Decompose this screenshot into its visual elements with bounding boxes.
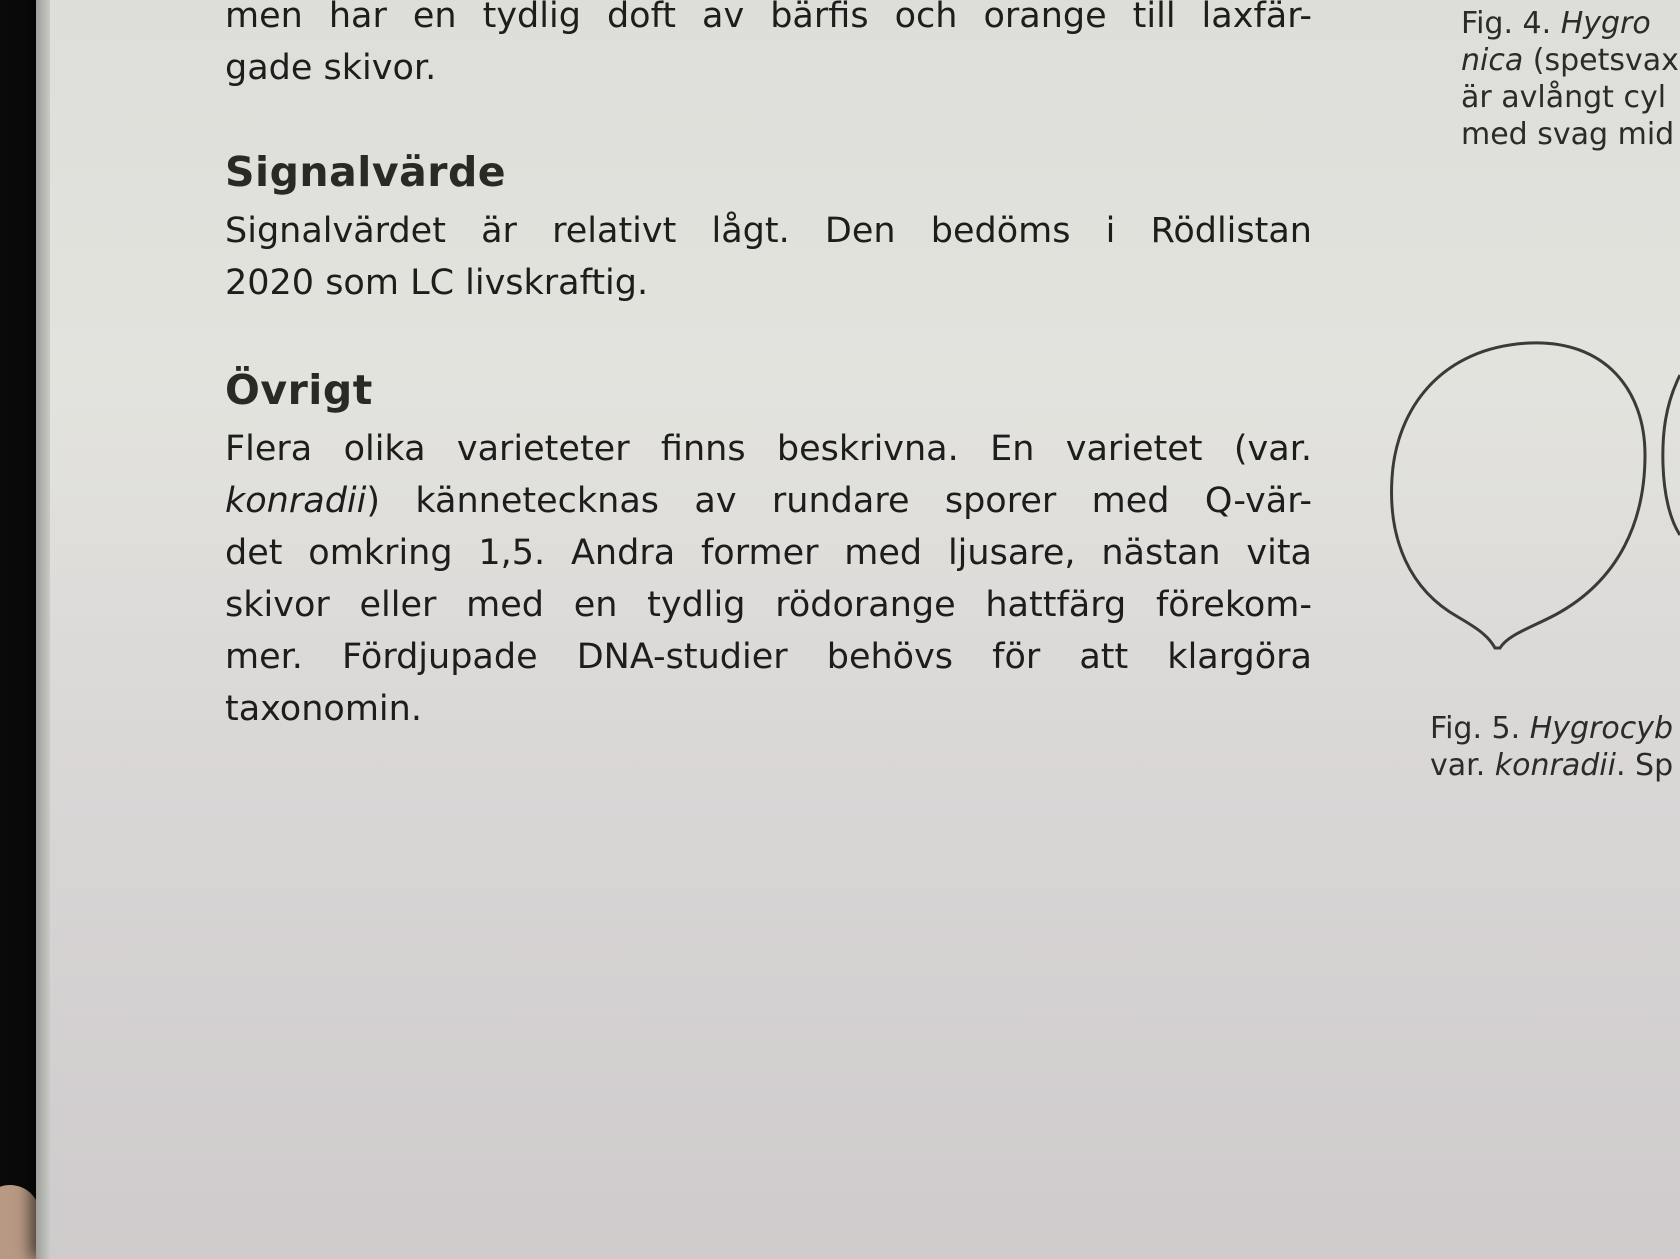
signalvarde-paragraph xyxy=(225,205,1312,309)
ovrigt-line-5: mer. Fördjupade DNA-studier behövs för att klargöra xyxy=(225,637,1312,677)
variety-name: konradii xyxy=(225,481,367,521)
fig4-caption-line-3: är avlångt cyl xyxy=(1461,80,1667,115)
fig4-caption xyxy=(1461,5,1679,153)
fig5-caption xyxy=(1430,710,1673,784)
fig4-caption-line-1: Fig. 4. Hygro xyxy=(1461,6,1651,41)
fig4-caption-line-4: med svag mid xyxy=(1461,117,1675,152)
signalvarde-line-1: Signalvärdet är relativt lågt. Den bedöms i Rödlistan xyxy=(225,211,1312,251)
finger xyxy=(0,1185,40,1259)
ovrigt-line-6: taxonomin. xyxy=(225,689,422,729)
ovrigt-paragraph xyxy=(225,423,1312,735)
ovrigt-line-3: det omkring 1,5. Andra former med ljusare, nästan vita xyxy=(225,533,1312,573)
fig5-caption-line-2: var. konradii. Sp xyxy=(1430,748,1674,783)
ovrigt-heading: Övrigt xyxy=(225,366,373,414)
intro-line-1: men har en tydlig doft av bärfis och orange till laxfär- xyxy=(225,0,1312,36)
page-edge xyxy=(36,0,50,1259)
intro-paragraph xyxy=(225,0,1312,94)
signalvarde-line-2: 2020 som LC livskraftig. xyxy=(225,263,649,303)
intro-line-2: gade skivor. xyxy=(225,48,437,88)
fig4-caption-line-2: nica (spetsvax xyxy=(1461,43,1679,78)
spore-outline xyxy=(1392,343,1645,648)
ovrigt-line-2-rest: ) kännetecknas av rundare sporer med Q-vär- xyxy=(366,481,1312,521)
ovrigt-line-2 xyxy=(225,475,1312,527)
ovrigt-line-1: Flera olika varieteter finns beskrivna. En varietet (var. xyxy=(225,429,1312,469)
spore-outline-2 xyxy=(1663,375,1680,535)
spore-illustration xyxy=(1380,335,1680,655)
ovrigt-line-4: skivor eller med en tydlig rödorange hattfärg förekom- xyxy=(225,585,1312,625)
signalvarde-heading: Signalvärde xyxy=(225,148,507,196)
fig5-caption-line-1: Fig. 5. Hygrocyb xyxy=(1430,711,1674,746)
